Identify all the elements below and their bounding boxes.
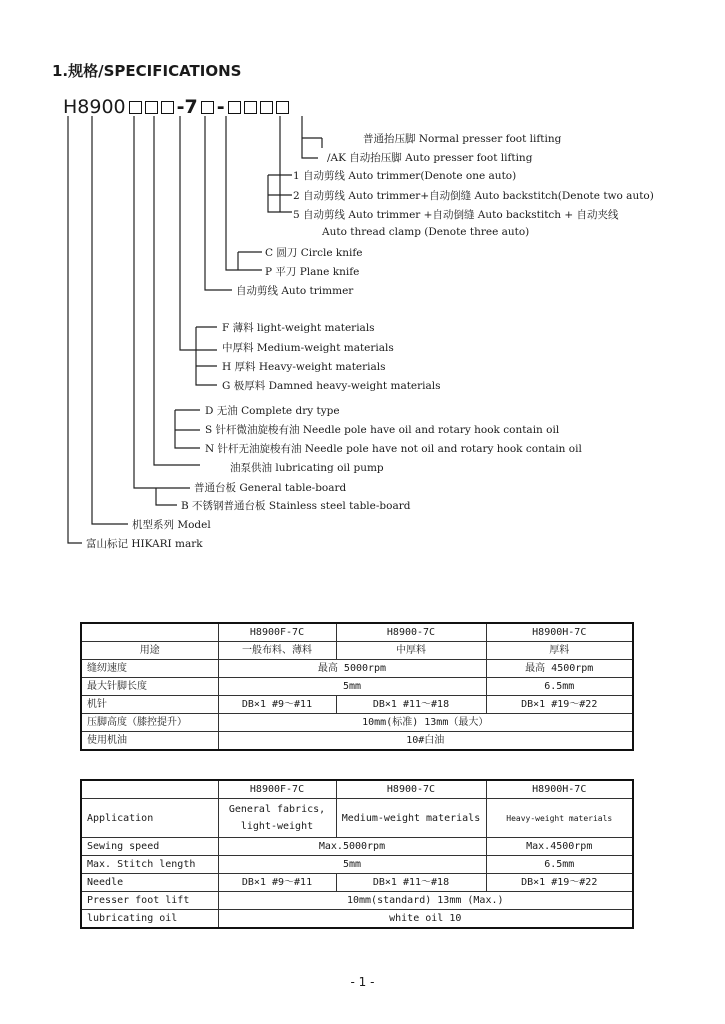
row-label: 机针 bbox=[81, 696, 218, 714]
oil-s-label: S 针杆微油旋梭有油 Needle pole have oil and rotary hook contain oil bbox=[205, 424, 560, 436]
table-row bbox=[81, 856, 633, 874]
row-label: Application bbox=[81, 799, 218, 838]
table-cell: Heavy-weight materials bbox=[486, 799, 633, 838]
section-heading: 1.规格/SPECIFICATIONS bbox=[52, 62, 242, 80]
table-row bbox=[81, 780, 633, 799]
table-row bbox=[81, 732, 633, 751]
table-row bbox=[81, 714, 633, 732]
table-row bbox=[81, 696, 633, 714]
table-cell: 6.5mm bbox=[486, 678, 633, 696]
option-5-label: 5 自动剪线 Auto trimmer +自动倒缝 Auto backstitch + 自动夹线 bbox=[293, 209, 619, 221]
row-label: Max. Stitch length bbox=[81, 856, 218, 874]
auto-trimmer-label: 自动剪线 Auto trimmer bbox=[236, 285, 354, 297]
table-cell: 5mm bbox=[218, 678, 486, 696]
table-cell: 厚料 bbox=[486, 642, 633, 660]
row-label: lubricating oil bbox=[81, 910, 218, 929]
knife-p-label: P 平刀 Plane knife bbox=[265, 266, 360, 278]
table-cell: 最高 4500rpm bbox=[486, 660, 633, 678]
table-row bbox=[81, 874, 633, 892]
row-label: 用途 bbox=[81, 642, 218, 660]
presser-normal-label: 普通抬压脚 Normal presser foot lifting bbox=[363, 133, 562, 145]
row-label: 使用机油 bbox=[81, 732, 218, 751]
table-cell: General fabrics, light-weight bbox=[218, 799, 336, 838]
table-general-label: 普通台板 General table-board bbox=[194, 482, 347, 494]
header-cell: H8900H-7C bbox=[486, 780, 633, 799]
page-number: - 1 - bbox=[350, 975, 375, 989]
oil-d-label: D 无油 Complete dry type bbox=[205, 405, 340, 417]
table-b-label: B 不锈钢普通台板 Stainless steel table-board bbox=[181, 500, 411, 512]
table-cell: DB×1 #9～#11 bbox=[218, 874, 336, 892]
table-cell: Max.5000rpm bbox=[218, 838, 486, 856]
table-cell: 一般布料、薄料 bbox=[218, 642, 336, 660]
table-cell: 6.5mm bbox=[486, 856, 633, 874]
row-label: Needle bbox=[81, 874, 218, 892]
table-row bbox=[81, 910, 633, 929]
header-cell: H8900F-7C bbox=[218, 623, 336, 642]
table-cell: white oil 10 bbox=[218, 910, 633, 929]
model-middle: -7 bbox=[176, 96, 198, 118]
hikari-mark-label: 富山标记 HIKARI mark bbox=[86, 538, 203, 550]
oil-n-label: N 针杆无油旋梭有油 Needle pole have not oil and rotary hook contain oil bbox=[205, 443, 582, 455]
table-row bbox=[81, 838, 633, 856]
option-2-label: 2 自动剪线 Auto trimmer+自动倒缝 Auto backstitch(Denote two auto) bbox=[293, 190, 654, 202]
table-cell: DB×1 #11～#18 bbox=[336, 874, 486, 892]
table-cell: Medium-weight materials bbox=[336, 799, 486, 838]
option-5-label-cont: Auto thread clamp (Denote three auto) bbox=[322, 226, 530, 238]
table-cell: 10mm(standard) 13mm (Max.) bbox=[218, 892, 633, 910]
option-1-label: 1 自动剪线 Auto trimmer(Denote one auto) bbox=[293, 170, 517, 182]
table-row bbox=[81, 799, 633, 838]
header-cell: H8900F-7C bbox=[218, 780, 336, 799]
model-sep: - bbox=[216, 96, 225, 118]
model-series-label: 机型系列 Model bbox=[132, 519, 211, 531]
table-row bbox=[81, 623, 633, 642]
spec-table-chinese bbox=[80, 622, 634, 751]
spec-table-english bbox=[80, 779, 634, 929]
table-cell: 最高 5000rpm bbox=[218, 660, 486, 678]
table-row bbox=[81, 678, 633, 696]
header-cell bbox=[81, 623, 218, 642]
header-cell bbox=[81, 780, 218, 799]
material-f-label: F 薄料 light-weight materials bbox=[222, 322, 375, 334]
model-prefix: H8900 bbox=[63, 96, 126, 118]
table-row bbox=[81, 892, 633, 910]
table-cell: DB×1 #19～#22 bbox=[486, 696, 633, 714]
table-cell: 中厚料 bbox=[336, 642, 486, 660]
material-g-label: G 极厚料 Damned heavy-weight materials bbox=[222, 380, 441, 392]
oil-pump-label: 油泵供油 lubricating oil pump bbox=[230, 462, 384, 474]
row-label: 缝纫速度 bbox=[81, 660, 218, 678]
row-label: 最大针脚长度 bbox=[81, 678, 218, 696]
table-cell: Max.4500rpm bbox=[486, 838, 633, 856]
header-cell: H8900-7C bbox=[336, 623, 486, 642]
row-label: Presser foot lift bbox=[81, 892, 218, 910]
header-cell: H8900H-7C bbox=[486, 623, 633, 642]
table-row bbox=[81, 642, 633, 660]
material-medium-label: 中厚料 Medium-weight materials bbox=[222, 342, 394, 354]
table-cell: 10mm(标准) 13mm（最大） bbox=[218, 714, 633, 732]
presser-ak-label: /AK 自动抬压脚 Auto presser foot lifting bbox=[327, 152, 533, 164]
material-h-label: H 厚料 Heavy-weight materials bbox=[222, 361, 386, 373]
table-cell: 10#白油 bbox=[218, 732, 633, 751]
table-cell: DB×1 #11～#18 bbox=[336, 696, 486, 714]
knife-c-label: C 圆刀 Circle knife bbox=[265, 247, 363, 259]
table-cell: DB×1 #9～#11 bbox=[218, 696, 336, 714]
header-cell: H8900-7C bbox=[336, 780, 486, 799]
table-cell: DB×1 #19～#22 bbox=[486, 874, 633, 892]
row-label: 压脚高度（膝控提升） bbox=[81, 714, 218, 732]
table-cell: 5mm bbox=[218, 856, 486, 874]
table-row bbox=[81, 660, 633, 678]
row-label: Sewing speed bbox=[81, 838, 218, 856]
